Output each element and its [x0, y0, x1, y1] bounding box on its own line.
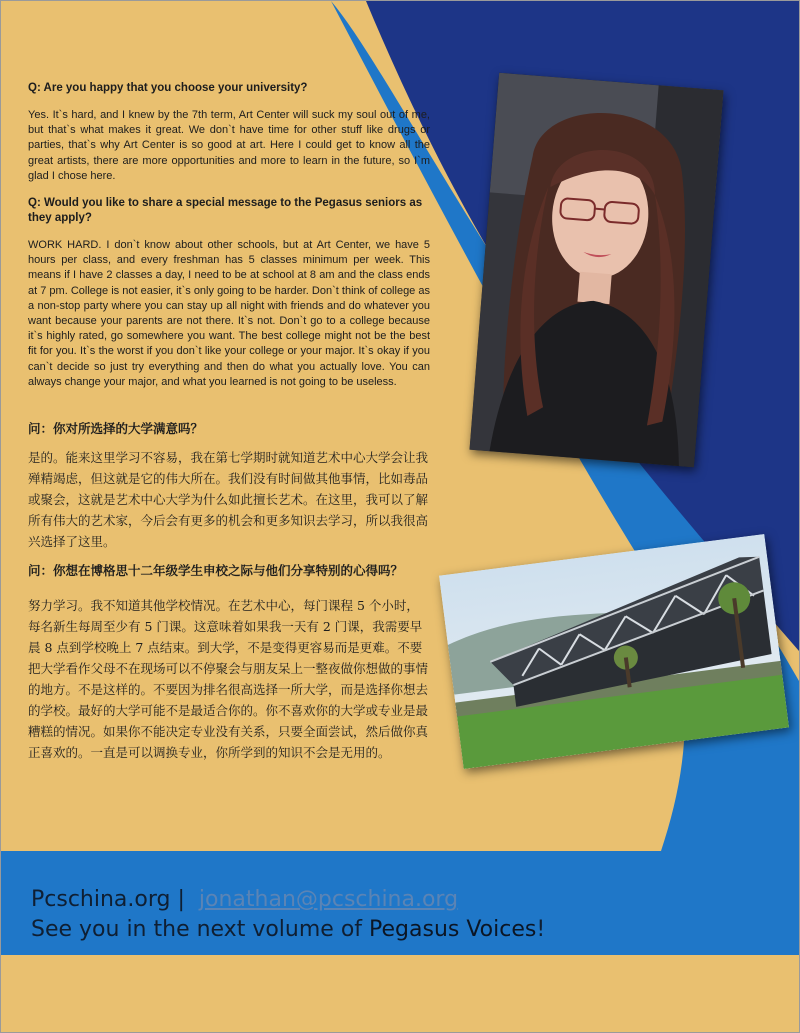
interview-text-column: [28, 81, 430, 771]
footer-contact-line: [31, 887, 458, 912]
question-2-zh: 问：你想在博格思十二年级学生申校之际与他们分享特别的心得吗？: [28, 563, 404, 579]
footer-band: [1, 851, 799, 955]
footer-separator: |: [170, 887, 199, 912]
answer-1-zh: 是的。能来这里学习不容易，我在第七学期时就知道艺术中心大学会让我殚精竭虑，但这就是它的伟大所在。我们没有时间做其他事情，比如毒品或聚会，这就是艺术中心大学为什么如此擅长艺术。在这里，我可以了解所有伟大的艺术家，今后会有更多的机会和更多知识去学习，所以我很高兴选择了这里。: [28, 450, 429, 550]
closing-suffix: !: [536, 917, 546, 942]
website-link[interactable]: Pcschina.org: [31, 887, 171, 912]
closing-brand: Pegasus Voices: [369, 917, 537, 942]
answer-1-en: Yes. It`s hard, and I knew by the 7th term, Art Center will suck my soul out of me, but that`s what makes it great. We don`t have time for other stuff like drugs or parties, that`s why Art Center is so good at art. Here I could get to know all the great artists, there are more opportunities and more to learn in the future, so I`m glad I chose here.: [28, 109, 430, 182]
question-1-en: Q: Are you happy that you choose your university?: [28, 82, 308, 94]
footer-closing-line: [31, 917, 545, 942]
closing-prefix: See you in the next volume of: [31, 917, 370, 942]
answer-2-zh: 努力学习。我不知道其他学校情况。在艺术中心，每门课程 5 个小时，每名新生每周至少有 5 门课。这意味着如果我一天有 2 门课，我需要早晨 8 点到学校晚上 7 点结束。到大学，不是变得更容易而是更难。不要把大学看作父母不在现场可以不停聚会与朋友呆上一整夜做你想做的事情的地方。不是这样的。不要因为排名很高选择一所大学，而是选择你想去的学校。最好的大学可能不是最适合你的。你不喜欢你的大学或专业是最糟糕的情况。如果你不能决定专业没有关系，只要全面尝试，然后做你真正喜欢的。一直是可以调换专业，你所学到的知识不会是无用的。: [28, 598, 429, 761]
question-1-zh: 问：你对所选择的大学满意吗？: [28, 421, 204, 437]
question-2-en: Q: Would you like to share a special message to the Pegasus seniors as they apply?: [28, 197, 423, 225]
campus-building-photo: [439, 534, 789, 769]
answer-2-en: WORK HARD. I don`t know about other schools, but at Art Center, we have 5 hours per class, and every freshman has 5 classes minimum per week. This means if I have 2 classes a day, I need to be at school at 8 am and the class ends at 7 pm. College is not easier, it`s only going to be harder. Don`t think of college as a non-stop party where you can stay up all night with friends and do whatever you want because your parents are not there. It`s not. Don`t go to a college because it`s highly rated, go somewhere you want. The best college might not be the best fit for you. It`s the worst if you don`t like your college or your major. It`s okay if you can`t decide so just try everything and then do what you actually love. You can always change your major, and what you learned is not going to be useless.: [28, 239, 430, 388]
student-portrait-photo: [470, 73, 724, 467]
email-link[interactable]: jonathan@pcschina.org: [198, 887, 459, 912]
